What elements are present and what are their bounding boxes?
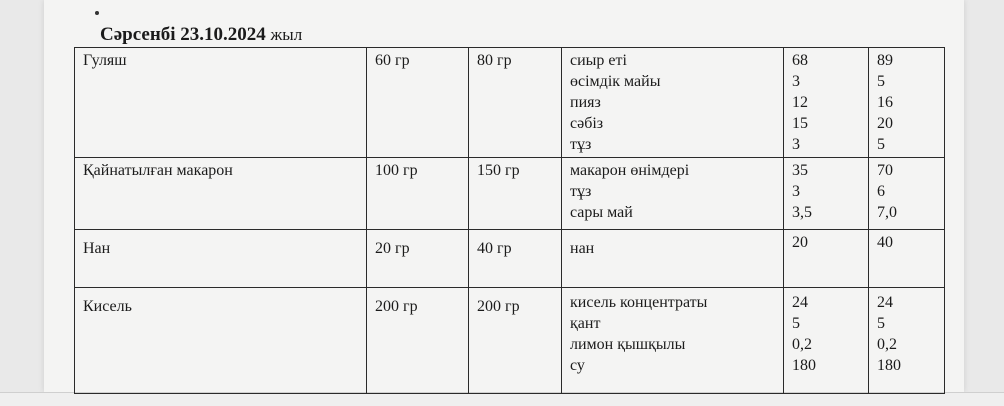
ingredients-cell	[562, 288, 784, 394]
amounts-small-cell	[784, 48, 869, 158]
amount-large: 24	[877, 294, 893, 311]
portion-large: 150 гр	[469, 158, 562, 230]
amount-small: 0,2	[792, 336, 812, 353]
menu-heading	[100, 24, 302, 46]
amount-small: 35	[792, 162, 808, 179]
portion-large: 40 гр	[469, 230, 562, 288]
ingredients-cell	[562, 158, 784, 230]
amount-small: 68	[792, 52, 808, 69]
ingredients-cell	[562, 230, 784, 288]
portion-small: 60 гр	[367, 48, 469, 158]
portion-small: 20 гр	[367, 230, 469, 288]
ingredient-name: нан	[570, 240, 595, 257]
portion-small: 200 гр	[367, 288, 469, 394]
menu-date: Сәрсенбі 23.10.2024	[100, 24, 266, 45]
amount-small: 3	[792, 73, 800, 90]
dish-name: Гуляш	[75, 48, 367, 158]
amounts-small-cell	[784, 288, 869, 394]
amount-large: 16	[877, 94, 893, 111]
ingredient-name: макарон өнімдері	[570, 162, 690, 179]
amount-small: 3	[792, 136, 800, 153]
table-row	[75, 48, 945, 158]
portion-large: 200 гр	[469, 288, 562, 394]
amounts-large-cell	[869, 230, 945, 288]
ingredient-name: сәбіз	[570, 115, 604, 132]
amount-large: 180	[877, 357, 901, 374]
bullet-mark	[95, 11, 99, 15]
amount-small: 12	[792, 94, 808, 111]
viewer-bottom-bar	[0, 392, 1004, 406]
dish-name: Қайнатылған макарон	[75, 158, 367, 230]
table-row	[75, 230, 945, 288]
amounts-large-cell	[869, 158, 945, 230]
amount-small: 15	[792, 115, 808, 132]
amounts-large-cell	[869, 48, 945, 158]
ingredient-name: су	[570, 357, 585, 374]
amount-large: 6	[877, 183, 885, 200]
dish-name: Нан	[75, 230, 367, 288]
amount-large: 5	[877, 136, 885, 153]
portion-small: 100 гр	[367, 158, 469, 230]
ingredient-name: тұз	[570, 183, 592, 200]
amount-large: 20	[877, 115, 893, 132]
amounts-small-cell	[784, 230, 869, 288]
portion-large: 80 гр	[469, 48, 562, 158]
amount-large: 7,0	[877, 204, 897, 221]
amount-large: 0,2	[877, 336, 897, 353]
dish-name: Кисель	[75, 288, 367, 394]
amount-small: 3	[792, 183, 800, 200]
amounts-large-cell	[869, 288, 945, 394]
ingredient-name: лимон қышқылы	[570, 336, 686, 353]
menu-date-suffix: жыл	[270, 25, 303, 44]
ingredients-cell	[562, 48, 784, 158]
amount-large: 5	[877, 315, 885, 332]
amount-small: 5	[792, 315, 800, 332]
ingredient-name: сары май	[570, 204, 633, 221]
amount-small: 3,5	[792, 204, 812, 221]
amount-small: 180	[792, 357, 816, 374]
amount-large: 70	[877, 162, 893, 179]
ingredient-name: қант	[570, 315, 601, 332]
ingredient-name: өсімдік майы	[570, 73, 661, 90]
table-row	[75, 288, 945, 394]
amount-small: 20	[792, 234, 808, 251]
amount-large: 89	[877, 52, 893, 69]
ingredient-name: пияз	[570, 94, 601, 111]
menu-table	[74, 47, 945, 394]
amounts-small-cell	[784, 158, 869, 230]
amount-small: 24	[792, 294, 808, 311]
ingredient-name: тұз	[570, 136, 592, 153]
ingredient-name: кисель концентраты	[570, 294, 708, 311]
amount-large: 40	[877, 234, 893, 251]
ingredient-name: сиыр еті	[570, 52, 627, 69]
amount-large: 5	[877, 73, 885, 90]
table-row	[75, 158, 945, 230]
